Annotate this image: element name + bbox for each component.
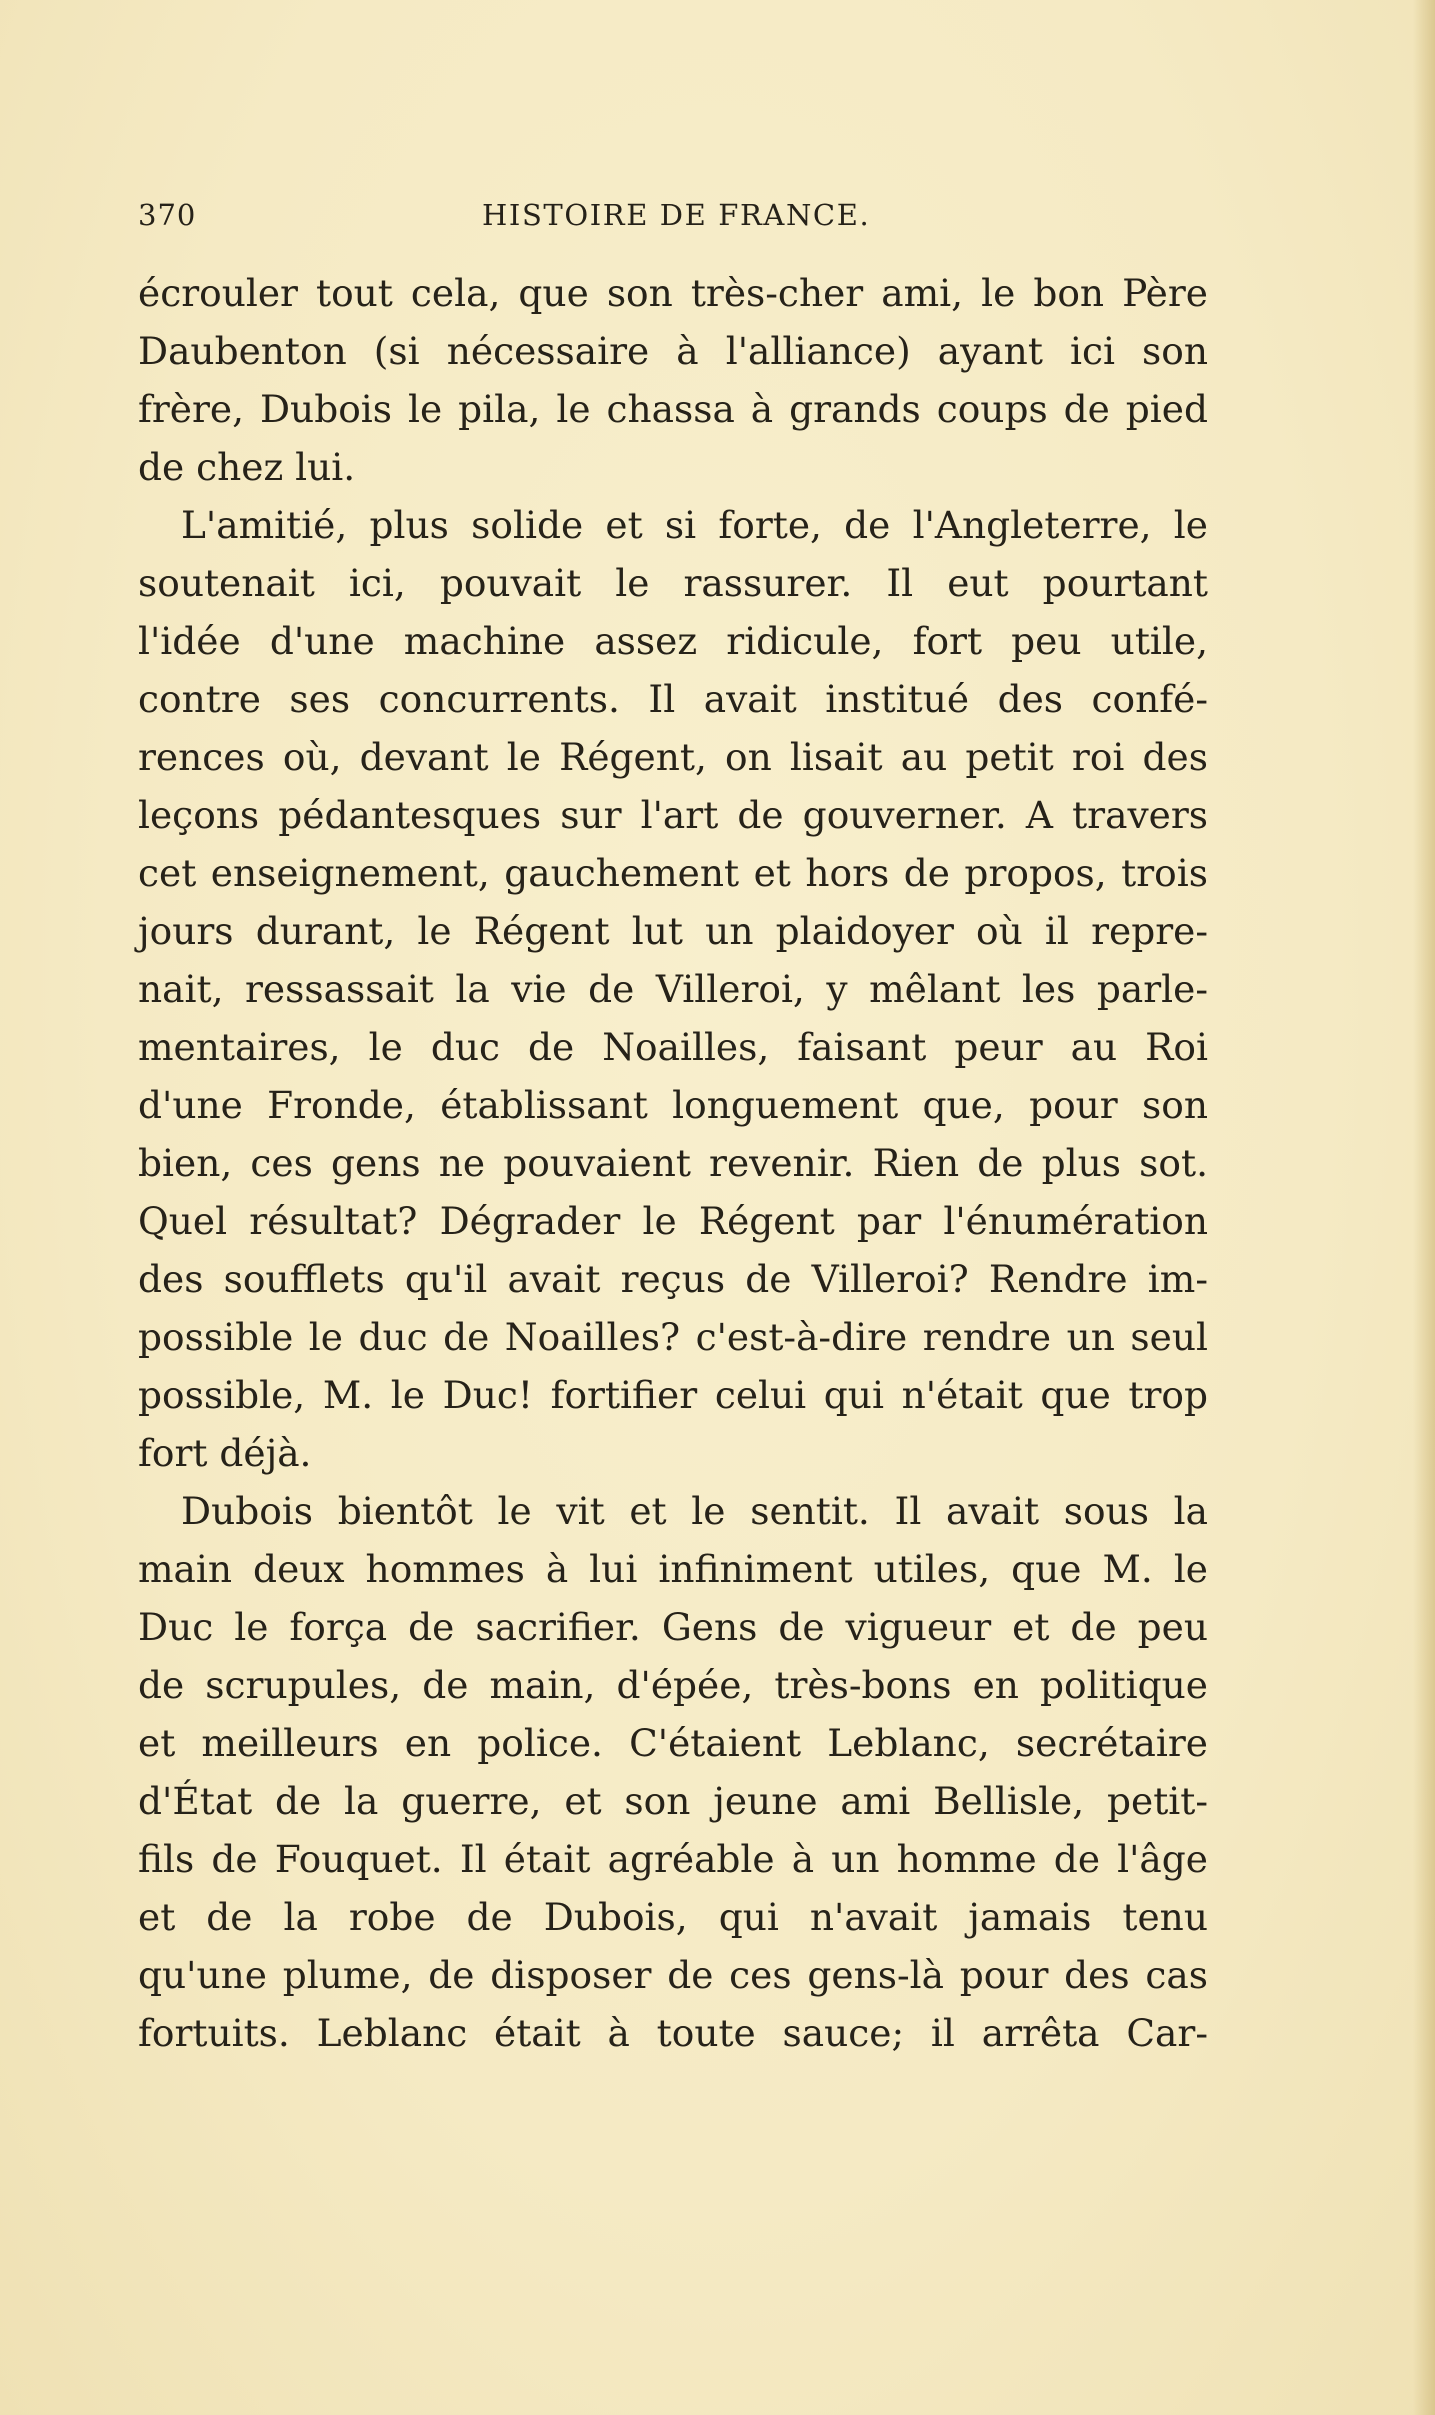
text-line: et meilleurs en police. C'étaient Leblanc, secrétaire bbox=[138, 1721, 1208, 1765]
text-line: cet enseignement, gauchement et hors de propos, trois bbox=[138, 851, 1208, 895]
text-line: nait, ressassait la vie de Villeroi, y mêlant les parle- bbox=[138, 967, 1208, 1011]
text-line: soutenait ici, pouvait le rassurer. Il eut pourtant bbox=[138, 561, 1208, 605]
text-line: possible le duc de Noailles? c'est-à-dire rendre un seul bbox=[138, 1315, 1208, 1359]
text-line: des soufflets qu'il avait reçus de Villeroi? Rendre im- bbox=[138, 1257, 1208, 1301]
running-title: HISTOIRE DE FRANCE. bbox=[482, 198, 871, 232]
text-line: d'État de la guerre, et son jeune ami Bellisle, petit- bbox=[138, 1779, 1208, 1823]
body-text bbox=[138, 264, 1208, 2062]
text-line: et de la robe de Dubois, qui n'avait jamais tenu bbox=[138, 1895, 1208, 1939]
text-line: frère, Dubois le pila, le chassa à grands coups de pied bbox=[138, 387, 1208, 431]
text-line: L'amitié, plus solide et si forte, de l'Angleterre, le bbox=[181, 503, 1208, 547]
text-line: de scrupules, de main, d'épée, très-bons en politique bbox=[138, 1663, 1208, 1707]
text-line: de chez lui. bbox=[138, 445, 356, 489]
text-line: Duc le força de sacrifier. Gens de vigueur et de peu bbox=[138, 1605, 1208, 1649]
text-line: écrouler tout cela, que son très-cher ami, le bon Père bbox=[138, 271, 1208, 315]
text-line: possible, M. le Duc! fortifier celui qui n'était que trop bbox=[138, 1373, 1208, 1417]
text-line: main deux hommes à lui infiniment utiles, que M. le bbox=[138, 1547, 1208, 1591]
text-line: Quel résultat? Dégrader le Régent par l'énumération bbox=[138, 1199, 1208, 1243]
text-line: leçons pédantesques sur l'art de gouverner. A travers bbox=[138, 793, 1208, 837]
text-line: qu'une plume, de disposer de ces gens-là pour des cas bbox=[138, 1953, 1208, 1997]
text-line: Dubois bientôt le vit et le sentit. Il avait sous la bbox=[181, 1489, 1208, 1533]
text-line: fortuits. Leblanc était à toute sauce; il arrêta Car- bbox=[138, 2011, 1208, 2055]
text-line: l'idée d'une machine assez ridicule, fort peu utile, bbox=[138, 619, 1208, 663]
text-line: mentaires, le duc de Noailles, faisant peur au Roi bbox=[138, 1025, 1208, 1069]
text-line: d'une Fronde, établissant longuement que, pour son bbox=[138, 1083, 1208, 1127]
text-line: fort déjà. bbox=[138, 1431, 312, 1475]
text-line: bien, ces gens ne pouvaient revenir. Rien de plus sot. bbox=[138, 1141, 1208, 1185]
page-edge-shadow bbox=[1413, 0, 1435, 2415]
page-number: 370 bbox=[138, 198, 197, 232]
text-line: fils de Fouquet. Il était agréable à un homme de l'âge bbox=[138, 1837, 1208, 1881]
running-head bbox=[138, 198, 1218, 242]
text-line: rences où, devant le Régent, on lisait au petit roi des bbox=[138, 735, 1208, 779]
text-line: contre ses concurrents. Il avait institué des confé- bbox=[138, 677, 1208, 721]
text-line: jours durant, le Régent lut un plaidoyer où il repre- bbox=[138, 909, 1208, 953]
text-line: Daubenton (si nécessaire à l'alliance) ayant ici son bbox=[138, 329, 1208, 373]
